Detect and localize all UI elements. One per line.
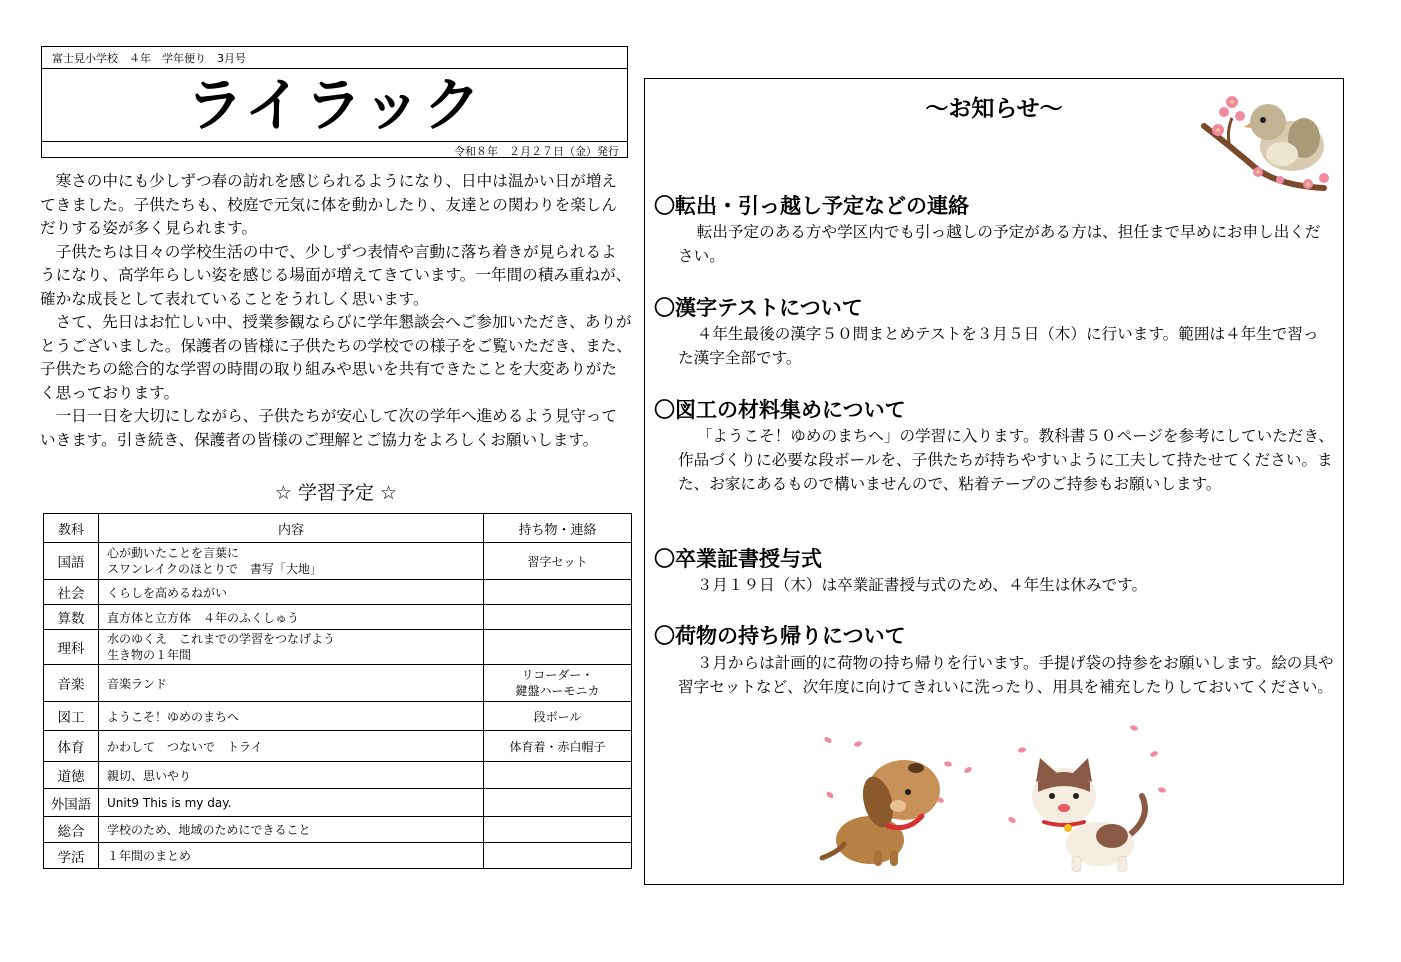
cat-icon [1030,756,1156,874]
intro-text [40,170,632,452]
issue-date: 令和８年 ２月２７日（金）発行 [454,145,619,158]
items-cell [484,843,632,869]
content-cell: １年間のまとめ [99,843,484,869]
schedule-table [43,513,632,869]
subject-cell: 算数 [44,605,99,630]
items-cell [484,789,632,817]
subject-cell: 社会 [44,580,99,605]
content-line: 生き物の１年間 [107,648,192,662]
notice-section-heading: 〇漢字テストについて [654,296,863,320]
table-row [44,789,632,817]
items-cell [484,630,632,665]
content-line: 心が動いたことを言葉に [107,546,240,560]
content-line: 水のゆくえ これまでの学習をつなげよう [107,632,336,646]
subject-cell: 図工 [44,702,99,731]
table-row [44,731,632,762]
intro-paragraph: 一日一日を大切にしながら、子供たちが安心して次の学年へ進めるよう見守っていきます。引き続き、保護者の皆様のご理解とご協力をよろしくお願いします。 [40,407,617,449]
content-line: スワンレイクのほとりで 書写「大地」 [107,562,322,576]
notice-section-body [678,573,1334,597]
items-cell [484,817,632,843]
items-line: リコーダー・ [521,668,594,682]
subject-cell: 道徳 [44,762,99,789]
notice-section-body [678,220,1334,268]
intro-paragraph: さて、先日はお忙しい中、授業参観ならびに学年懇談会へご参加いただき、ありがとうございました。保護者の皆様に子供たちの学校での様子をご覧いただき、また、子供たちの総合的な学習の時間の取り組みや思いを共有できたことを大変ありがたく思っております。 [40,313,632,402]
notice-section-body [678,322,1334,370]
schedule-title: ☆ 学習予定 ☆ [274,482,398,504]
content-cell: 直方体と立方体 ４年のふくしゅう [99,605,484,630]
items-cell [484,580,632,605]
items-cell: 段ボール [484,702,632,731]
content-cell: Unit9 This is my day. [99,789,484,817]
notice-section-body [678,424,1334,496]
subject-cell: 国語 [44,543,99,580]
content-cell: かわして つないで トライ [99,731,484,762]
bird-on-plum-branch-icon [1200,88,1332,194]
table-row [44,605,632,630]
content-cell: 音楽ランド [99,665,484,702]
intro-paragraph: 子供たちは日々の学校生活の中で、少しずつ表情や言動に落ち着きが見られるようになり、高学年らしい姿を感じる場面が増えてきています。一年間の積み重ねが、確かな成長として表れていることをうれしく思います。 [40,242,632,308]
notice-section-body [678,651,1334,699]
column-header: 持ち物・連絡 [484,514,632,543]
school-line: 富士見小学校 ４年 学年便り 3月号 [52,52,246,65]
table-row [44,543,632,580]
notice-section-heading: 〇卒業証書授与式 [654,547,822,571]
notice-section-text: ３月１９日（木）は卒業証書授与式のため、４年生は休みです。 [696,576,1148,594]
items-cell [484,665,632,702]
notice-section-text: 「ようこそ！ゆめのまちへ」の学習に入ります。教科書５０ページを参考にしていただき、作品づくりに必要な段ボールを、子供たちが持ちやすいように工夫して持たせてください。また、お家にあるもので構いませんので、粘着テープのご持参もお願いします。 [678,427,1334,493]
table-row [44,702,632,731]
content-cell: くらしを高めるねがい [99,580,484,605]
newsletter-header [41,46,628,158]
subject-cell: 音楽 [44,665,99,702]
intro-paragraph: 寒さの中にも少しずつ春の訪れを感じられるようになり、日中は温かい日が増えてきました。子供たちも、校庭で元気に体を動かしたり、友達との関わりを楽しんだりする姿が多く見られます。 [40,172,617,237]
items-line: 鍵盤ハーモニカ [515,684,600,698]
column-header: 内容 [99,514,484,543]
notice-section-heading: 〇荷物の持ち帰りについて [654,624,906,648]
subject-cell: 体育 [44,731,99,762]
table-header-row [44,514,632,543]
items-cell [484,605,632,630]
notice-section-text: ４年生最後の漢字５０問まとめテストを３月５日（木）に行います。範囲は４年生で習った漢字全部です。 [678,325,1319,367]
notice-title: ～お知らせ～ [925,96,1063,122]
notice-section-text: 転出予定のある方や学区内でも引っ越しの予定がある方は、担任まで早めにお申し出ください。 [678,223,1321,265]
items-cell [484,762,632,789]
content-cell: ようこそ！ゆめのまちへ [99,702,484,731]
table-row [44,817,632,843]
table-row [44,630,632,665]
notice-section-heading: 〇転出・引っ越し予定などの連絡 [654,194,969,218]
content-cell [99,630,484,665]
items-cell: 習字セット [484,543,632,580]
newsletter-title: ライラック [185,71,484,139]
dog-icon [818,746,944,868]
items-cell: 体育着・赤白帽子 [484,731,632,762]
table-row [44,762,632,789]
notice-section-text: ３月からは計画的に荷物の持ち帰りを行います。手提げ袋の持参をお願いします。絵の具や習字セットなど、次年度に向けてきれいに洗ったり、用具を補充したりしておいてください。 [678,654,1334,696]
table-row [44,580,632,605]
table-row [44,665,632,702]
table-row [44,843,632,869]
content-cell [99,543,484,580]
subject-cell: 外国語 [44,789,99,817]
content-cell: 親切、思いやり [99,762,484,789]
content-cell: 学校のため、地域のためにできること [99,817,484,843]
notice-section-heading: 〇図工の材料集めについて [654,398,906,422]
column-header: 教科 [44,514,99,543]
subject-cell: 学活 [44,843,99,869]
subject-cell: 総合 [44,817,99,843]
subject-cell: 理科 [44,630,99,665]
